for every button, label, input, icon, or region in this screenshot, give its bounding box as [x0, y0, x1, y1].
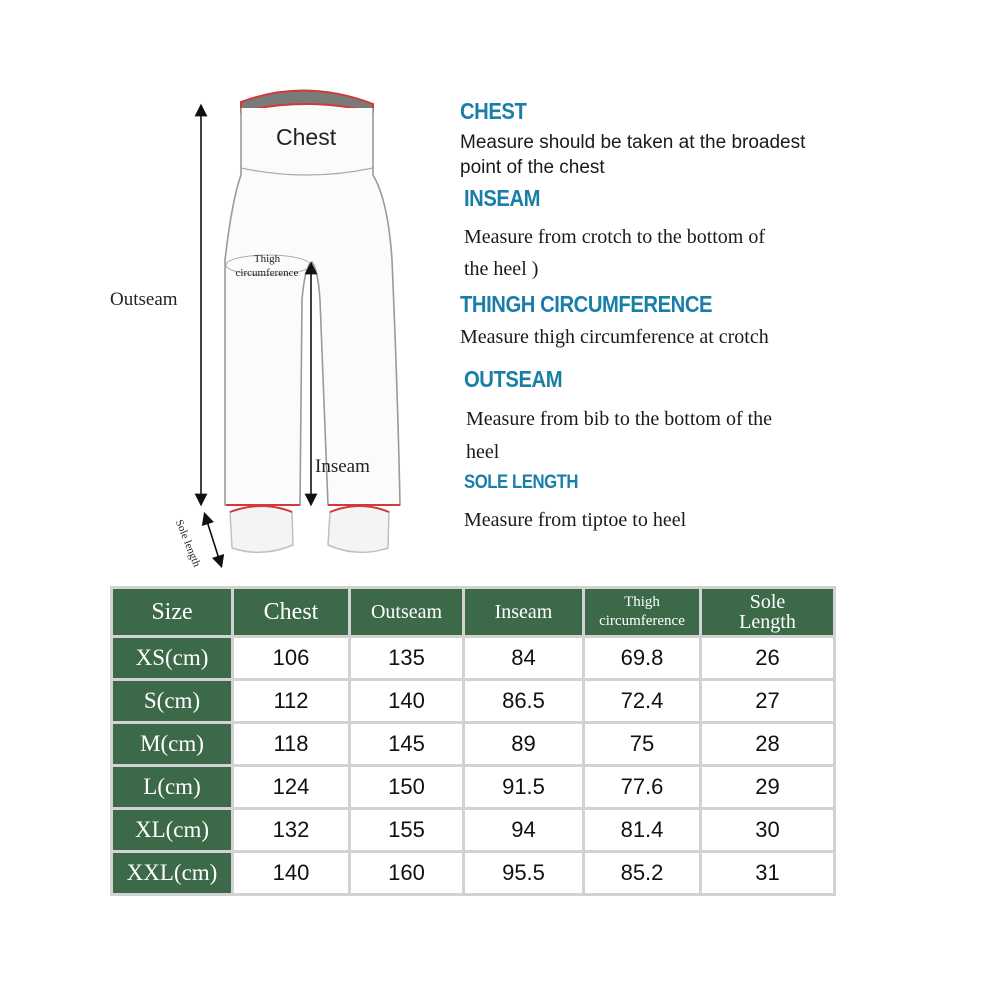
inseam-label: Inseam	[315, 456, 370, 477]
chest-cell: 124	[233, 766, 350, 809]
sole-cell: 30	[701, 809, 835, 852]
header-sole-line: Sole	[749, 591, 786, 613]
inseam-cell: 89	[464, 723, 584, 766]
outseam-description-line: heel	[466, 441, 500, 463]
table-row	[112, 637, 835, 680]
inseam-cell: 86.5	[464, 680, 584, 723]
inseam-cell: 94	[464, 809, 584, 852]
chest-cell: 106	[233, 637, 350, 680]
inseam-cell: 95.5	[464, 852, 584, 895]
outseam-cell: 140	[350, 680, 464, 723]
outseam-description-line: Measure from bib to the bottom of the	[466, 408, 773, 430]
outseam-cell: 135	[350, 637, 464, 680]
chest-description-line: point of the chest	[460, 157, 605, 178]
outseam-cell: 160	[350, 852, 464, 895]
header-inseam: Inseam	[464, 588, 584, 637]
chest-cell: 140	[233, 852, 350, 895]
header-thigh	[584, 588, 701, 637]
outseam-cell: 145	[350, 723, 464, 766]
thigh-title: THINGH CIRCUMFERENCE	[460, 291, 713, 317]
outseam-label: Outseam	[110, 289, 178, 310]
chest-description-line: Measure should be taken at the broadest	[460, 132, 806, 153]
thigh-cell: 81.4	[584, 809, 701, 852]
table-row	[112, 852, 835, 895]
thigh-cell: 75	[584, 723, 701, 766]
sole-cell: 26	[701, 637, 835, 680]
header-sole	[701, 588, 835, 637]
sole-description	[464, 509, 686, 532]
inseam-title: INSEAM	[464, 185, 541, 211]
sole-cell: 31	[701, 852, 835, 895]
chest-cell: 112	[233, 680, 350, 723]
sole-cell: 28	[701, 723, 835, 766]
inseam-cell: 84	[464, 637, 584, 680]
chest-title: CHEST	[460, 98, 527, 124]
header-thigh-line: circumference	[599, 613, 685, 629]
pants-outline	[225, 108, 400, 505]
outseam-title: OUTSEAM	[464, 366, 563, 392]
chest-description	[460, 130, 805, 180]
table-row	[112, 680, 835, 723]
pants-illustration	[0, 0, 440, 590]
table-header-row	[112, 588, 835, 637]
size-cell: S(cm)	[112, 680, 233, 723]
thigh-description-line: Measure thigh circumference at crotch	[460, 326, 769, 348]
header-sole-line: Length	[739, 611, 796, 633]
sole-label: Sole length	[172, 518, 203, 569]
size-cell: XS(cm)	[112, 637, 233, 680]
table-row	[112, 809, 835, 852]
thigh-cell: 77.6	[584, 766, 701, 809]
outseam-cell: 155	[350, 809, 464, 852]
table-row	[112, 766, 835, 809]
sole-cell: 27	[701, 680, 835, 723]
sole-title: SOLE LENGTH	[464, 472, 579, 493]
pants-diagram	[0, 0, 440, 590]
sole-cell: 29	[701, 766, 835, 809]
size-chart-table	[110, 586, 836, 896]
inseam-description	[464, 221, 765, 285]
inseam-cell: 91.5	[464, 766, 584, 809]
boot-right-icon	[328, 506, 389, 552]
header-thigh-line: Thigh	[624, 594, 660, 610]
size-cell: XL(cm)	[112, 809, 233, 852]
thigh-cell: 72.4	[584, 680, 701, 723]
size-cell: XXL(cm)	[112, 852, 233, 895]
thigh-cell: 69.8	[584, 637, 701, 680]
header-chest: Chest	[233, 588, 350, 637]
size-cell: L(cm)	[112, 766, 233, 809]
thigh-cell: 85.2	[584, 852, 701, 895]
inseam-description-line: the heel )	[464, 258, 539, 280]
header-outseam: Outseam	[350, 588, 464, 637]
sole-description-line: Measure from tiptoe to heel	[464, 509, 687, 531]
boot-left-icon	[230, 506, 293, 552]
thigh-label: Thigh circumference	[235, 253, 299, 279]
size-cell: M(cm)	[112, 723, 233, 766]
chest-cell: 118	[233, 723, 350, 766]
thigh-description	[460, 326, 769, 349]
outseam-description	[466, 403, 772, 469]
chest-cell: 132	[233, 809, 350, 852]
inseam-description-line: Measure from crotch to the bottom of	[464, 226, 766, 248]
sole-arrow	[206, 518, 220, 562]
chest-label: Chest	[276, 124, 337, 150]
outseam-cell: 150	[350, 766, 464, 809]
table-row	[112, 723, 835, 766]
header-size: Size	[112, 588, 233, 637]
